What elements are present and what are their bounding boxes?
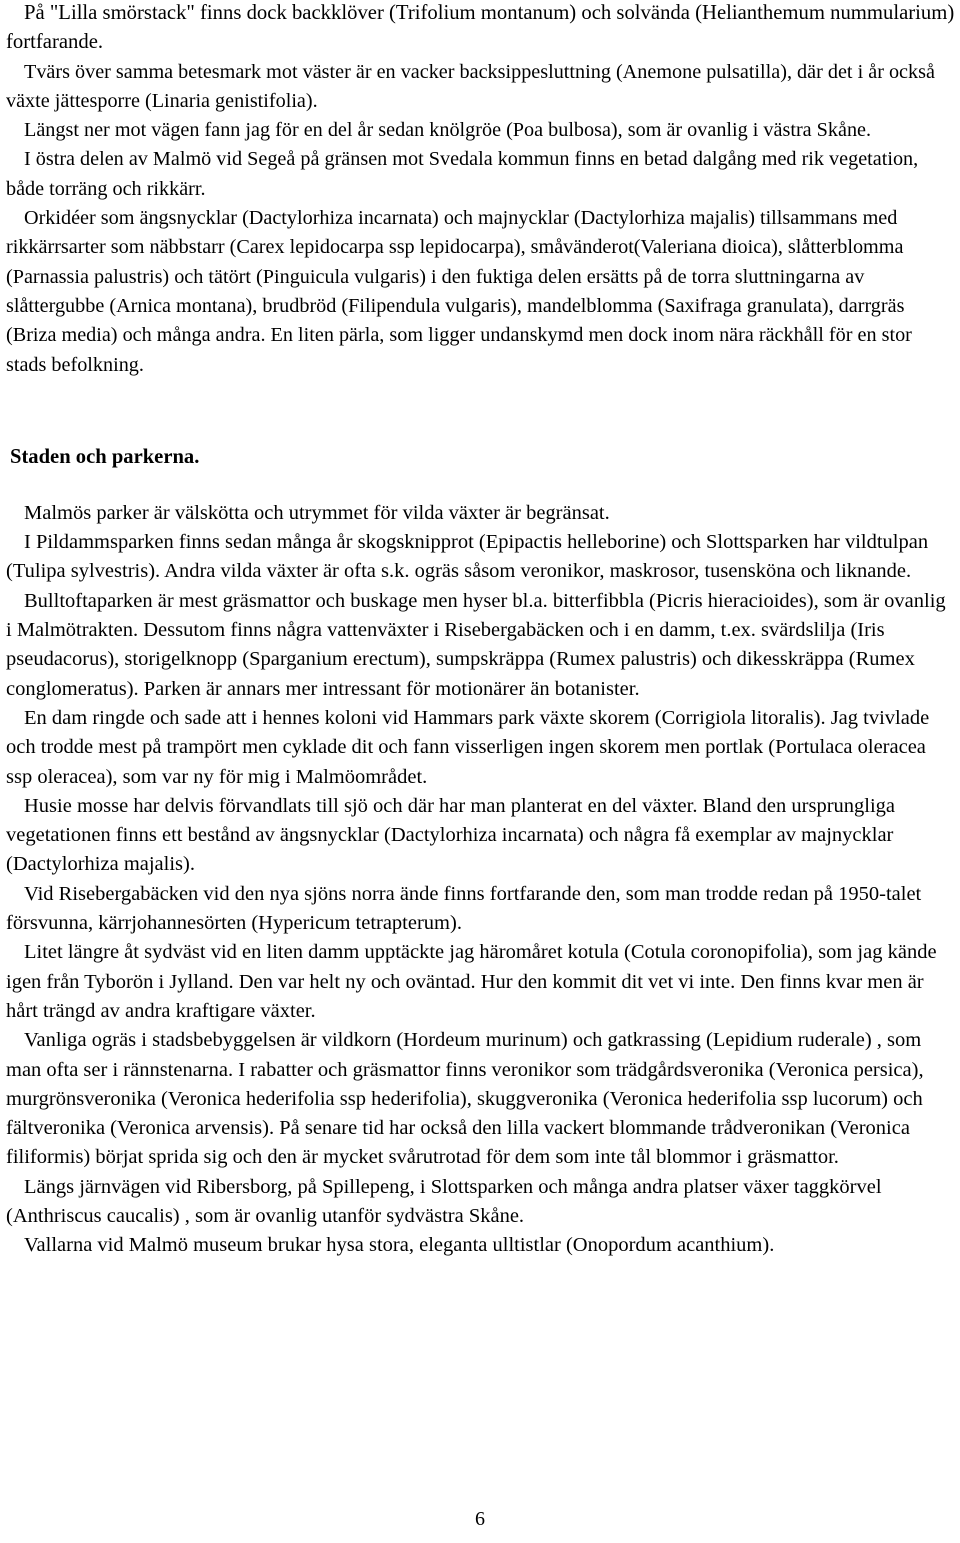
paragraph: Vid Risebergabäcken vid den nya sjöns norra ände finns fortfarande den, som man trodde redan på 1950-talet försvunna, kärrjohannesörten (Hypericum tetrapterum). <box>6 882 922 935</box>
paragraph: Tvärs över samma betesmark mot väster är en vacker backsippesluttning (Anemone pulsatilla), där det i år också växte jättesporre (Linaria genistifolia). <box>6 60 935 112</box>
paragraph: Litet längre åt sydväst vid en liten damm upptäckte jag häromåret kotula (Cotula coronopifolia), som jag kände igen från Tyborön i Jylland. Den var helt ny och oväntad. Hur den kommit dit vet vi inte. Den finns kvar men är hårt trängd av andra kraftigare växter. <box>6 941 937 1022</box>
page-number: 6 <box>475 1508 485 1530</box>
paragraph: Orkidéer som ängsnycklar (Dactylorhiza incarnata) och majnycklar (Dactylorhiza majalis) tillsammans med rikkärrsarter som näbbstarr (Carex lepidocarpa ssp lepidocarpa), småvänderot(Valeriana dioica), slåtterblomma (Parnassia palustris) och tätört (Pinguicula vulgaris) i den fuktiga delen ersätts på de torra sluttningarna av slåttergubbe (Arnica montana), brudbröd (Filipendula vulgaris), mandelblomma (Saxifraga granulata), darrgräs (Briza media) och många andra. En liten pärla, som ligger undanskymd men dock inom nära räckhåll för en stor stads befolkning. <box>6 207 912 376</box>
paragraph: Längst ner mot vägen fann jag för en del år sedan knölgröe (Poa bulbosa), som är ovanlig i västra Skåne. <box>24 119 872 142</box>
page-body <box>6 0 956 1261</box>
paragraph: Husie mosse har delvis förvandlats till sjö och där har man planterat en del växter. Bland den ursprungliga vegetationen finns ett bestånd av ängsnycklar (Dactylorhiza incarnata) och några få exemplar av majnycklar (Dactylorhiza majalis). <box>6 794 896 876</box>
paragraph: Malmös parker är välskötta och utrymmet för vilda växter är begränsat. <box>24 501 610 524</box>
paragraph: I Pildammsparken finns sedan många år skogsknipprot (Epipactis helleborine) och Slottsparken har vildtulpan (Tulipa sylvestris). Andra vilda växter är ofta s.k. ogräs såsom veronikor, maskrosor, tusensköna och liknande. <box>6 531 929 583</box>
paragraph: Vallarna vid Malmö museum brukar hysa stora, eleganta ulltistlar (Onopordum acanthium). <box>24 1234 775 1257</box>
paragraph: Bulltoftaparken är mest gräsmattor och buskage men hyser bl.a. bitterfibbla (Picris hieracioides), som är ovanlig i Malmötrakten. Dessutom finns några vattenväxter i Risebergabäcken och i en damm, t.ex. svärdslilja (Iris pseudacorus), storigelknopp (Sparganium erectum), sumpskräppa (Rumex palustris) och dikesskräppa (Rumex conglomeratus). Parken är annars mer intressant för motionärer än botanister. <box>6 589 946 700</box>
paragraph: Vanliga ogräs i stadsbebyggelsen är vildkorn (Hordeum murinum) och gatkrassing (Lepidium ruderale) , som man ofta ser i rännstenarna. I rabatter och gräsmattor finns veronikor som trädgårdsveronika (Veronica persica), murgrönsveronika (Veronica hederifolia ssp hederifolia), skuggveronika (Veronica hederifolia ssp lucorum) och fältveronika (Veronica arvensis). På senare tid har också den lilla vackert blommande trådveronikan (Veronica filiformis) börjat sprida sig och den är mycket svårutrotad för dem som inte tål blommor i gräsmattor. <box>6 1029 924 1169</box>
paragraph: Längs järnvägen vid Ribersborg, på Spillepeng, i Slottsparken och många andra platser växer taggkörvel (Anthriscus caucalis) , som är ovanlig utanför sydvästra Skåne. <box>6 1175 882 1227</box>
paragraph: I östra delen av Malmö vid Segeå på gränsen mot Svedala kommun finns en betad dalgång med rik vegetation, både torräng och rikkärr. <box>6 148 919 200</box>
parks-section <box>6 499 956 1261</box>
section-heading: Staden och parkerna. <box>10 445 200 468</box>
paragraph: En dam ringde och sade att i hennes koloni vid Hammars park växte skorem (Corrigiola litoralis). Jag tvivlade och trodde mest på trampört men cyklade dit och fann visserligen ingen skorem men portlak (Portulaca oleracea ssp oleracea), som var ny för mig i Malmöområdet. <box>6 706 930 788</box>
paragraph: På "Lilla smörstack" finns dock backklöver (Trifolium montanum) och solvända (Helianthemum nummularium) fortfarande. <box>6 2 955 54</box>
intro-section <box>6 0 956 380</box>
